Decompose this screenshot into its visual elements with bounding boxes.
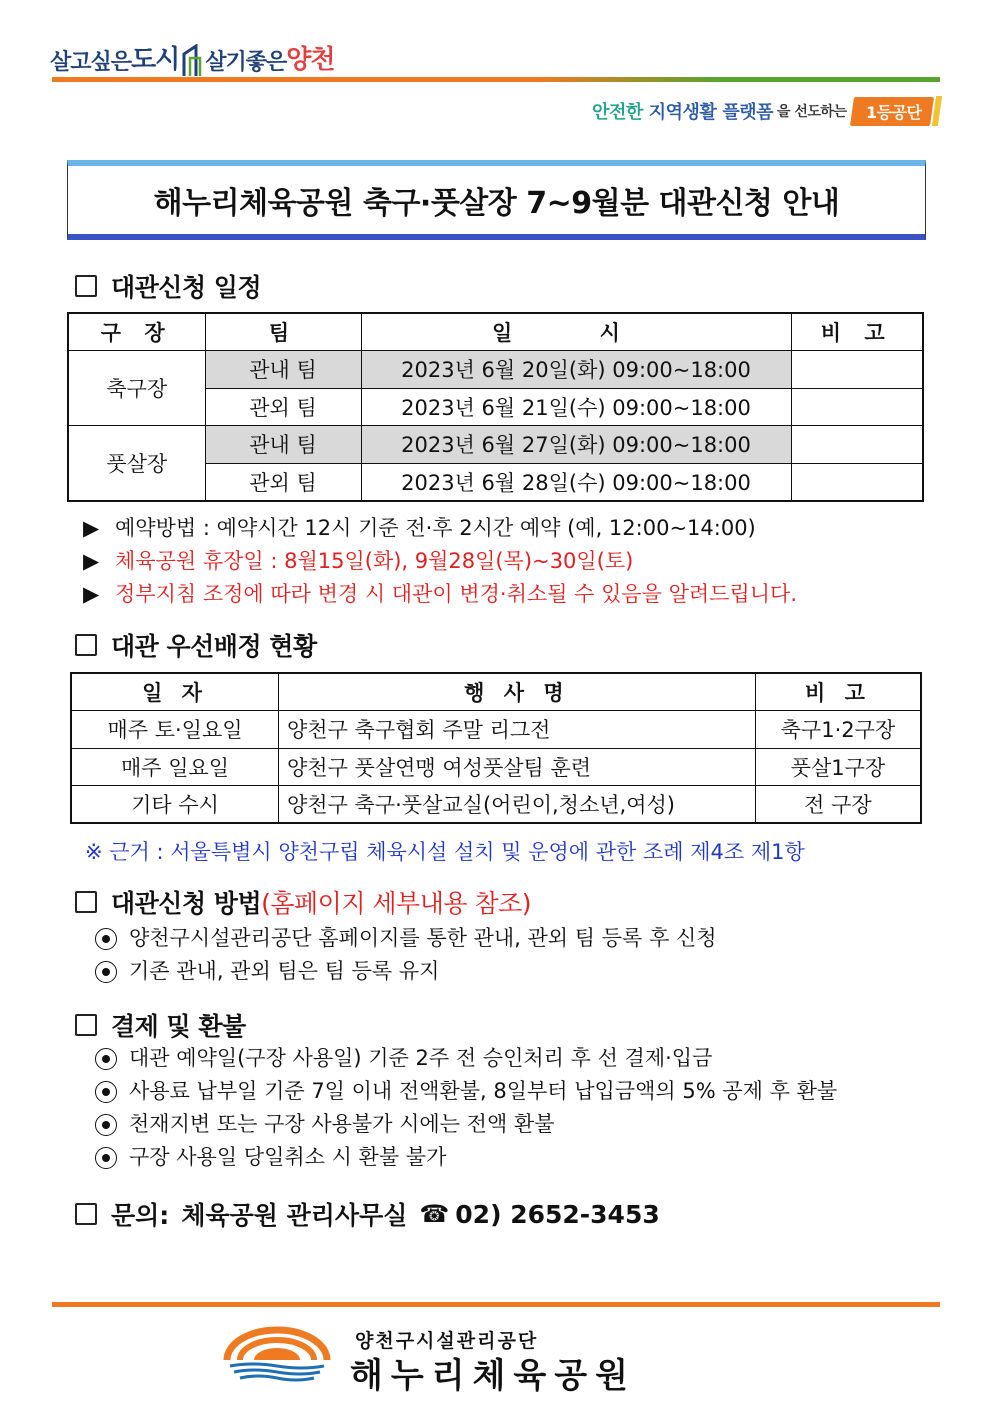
datetime-cell: 2023년 6월 20일(화) 09:00~18:00: [361, 351, 791, 389]
col-header: 일 시: [361, 313, 791, 351]
slogan-word-3: 플랫폼: [722, 102, 773, 123]
section-method-heading: [75, 884, 531, 920]
event-cell: 양천구 축구·풋살교실(어린이,청소년,여성): [279, 786, 756, 824]
slogan-badge-label: 1등공단: [866, 102, 922, 122]
note-cell: [791, 351, 923, 389]
priority-table: [70, 672, 922, 824]
badge-accent: [932, 96, 942, 126]
page-title: 해누리체육공원 축구·풋살장 7~9월분 대관신청 안내: [153, 186, 840, 221]
list-item: [95, 1042, 837, 1075]
circle-bullet-icon: [95, 1081, 117, 1103]
triangle-bullet-icon: ▶: [83, 549, 100, 573]
contact-line: [75, 1196, 660, 1232]
footer-divider: [52, 1302, 940, 1307]
list-item-text: 기존 관내, 관외 팀은 팀 등록 유지: [129, 959, 440, 983]
note-cell: [791, 463, 923, 501]
datetime-cell: 2023년 6월 27일(화) 09:00~18:00: [361, 426, 791, 464]
datetime-cell: 2023년 6월 28일(수) 09:00~18:00: [361, 463, 791, 501]
section-title: 결제 및 환불: [111, 1012, 246, 1041]
col-header: 비 고: [755, 673, 921, 711]
date-cell: 매주 일요일: [71, 748, 279, 786]
top-logo: [50, 40, 335, 76]
note-cell: [791, 426, 923, 464]
col-header: 일 자: [71, 673, 279, 711]
note-item: [83, 512, 797, 545]
note-cell: 전 구장: [755, 786, 921, 824]
circle-bullet-icon: [95, 961, 117, 983]
schedule-notes: [83, 512, 797, 611]
section-title: 대관신청 일정: [111, 273, 262, 302]
section-title-note: (홈페이지 세부내용 참조): [261, 889, 532, 918]
schedule-table: [67, 312, 924, 502]
event-cell: 양천구 축구협회 주말 리그전: [279, 711, 756, 749]
team-cell: 관내 팀: [205, 426, 361, 464]
logo-text-3: 살기좋은: [205, 50, 287, 75]
section-schedule-heading: [75, 268, 261, 304]
col-header: 팀: [205, 313, 361, 351]
contact-label: 문의:: [111, 1201, 170, 1230]
footer-org-name: 양천구시설관리공단: [355, 1330, 539, 1352]
note-item: [83, 578, 797, 611]
table-header-row: [71, 673, 921, 711]
contact-office: 체육공원 관리사무실: [181, 1201, 408, 1230]
section-title: 대관신청 방법: [111, 889, 262, 918]
list-item: [95, 955, 717, 988]
circle-bullet-icon: [95, 1048, 117, 1070]
circle-bullet-icon: [95, 1147, 117, 1169]
note-text: 체육공원 휴장일 : 8월15일(화), 9월28일(목)~30일(토): [115, 549, 634, 573]
slogan-word-4: 을 선도하는: [776, 104, 847, 120]
checkbox-icon: [75, 891, 97, 913]
table-header-row: [68, 313, 923, 351]
table-row: [71, 786, 921, 824]
logo-text-1: 살고싶은: [50, 50, 132, 75]
logo-text-4: 양천: [286, 45, 335, 75]
list-item-text: 구장 사용일 당일취소 시 환불 불가: [129, 1145, 447, 1169]
header-divider: [52, 77, 940, 82]
list-item: [95, 1141, 837, 1174]
col-header: 구 장: [68, 313, 205, 351]
contact-phone: 02) 2652-3453: [455, 1199, 660, 1229]
event-cell: 양천구 풋살연맹 여성풋살팀 훈련: [279, 748, 756, 786]
venue-cell: 축구장: [68, 351, 205, 426]
team-cell: 관외 팀: [205, 463, 361, 501]
slogan: [592, 96, 940, 126]
note-cell: 풋살1구장: [755, 748, 921, 786]
section-payment-heading: [75, 1007, 246, 1043]
payment-list: [95, 1042, 837, 1174]
note-cell: 축구1·2구장: [755, 711, 921, 749]
date-cell: 매주 토·일요일: [71, 711, 279, 749]
section-priority-heading: [75, 627, 317, 663]
building-icon: [182, 44, 202, 76]
note-text: 정부지침 조정에 따라 변경 시 대관이 변경·취소될 수 있음을 알려드립니다.: [115, 582, 798, 606]
checkbox-icon: [75, 1014, 97, 1036]
list-item: [95, 1075, 837, 1108]
checkbox-icon: [75, 275, 97, 297]
list-item: [95, 1108, 837, 1141]
slogan-badge: [850, 97, 934, 126]
list-item: [95, 922, 717, 955]
table-row: [71, 711, 921, 749]
title-box: [67, 160, 926, 240]
triangle-bullet-icon: ▶: [83, 582, 100, 606]
slogan-word-1: 안전한: [592, 102, 643, 123]
date-cell: 기타 수시: [71, 786, 279, 824]
phone-icon: ☎: [419, 1200, 450, 1228]
col-header: 비 고: [791, 313, 923, 351]
table-row: [71, 748, 921, 786]
sun-wave-emblem-icon: [222, 1326, 332, 1386]
list-item-text: 양천구시설관리공단 홈페이지를 통한 관내, 관외 팀 등록 후 신청: [129, 926, 717, 950]
triangle-bullet-icon: ▶: [83, 516, 100, 540]
team-cell: 관외 팀: [205, 388, 361, 426]
circle-bullet-icon: [95, 1114, 117, 1136]
footer-park-name: 해누리체육공원: [350, 1356, 636, 1396]
datetime-cell: 2023년 6월 21일(수) 09:00~18:00: [361, 388, 791, 426]
venue-cell: 풋살장: [68, 426, 205, 501]
team-cell: 관내 팀: [205, 351, 361, 389]
checkbox-icon: [75, 634, 97, 656]
list-item-text: 사용료 납부일 기준 7일 이내 전액환불, 8일부터 납입금액의 5% 공제 후 환불: [129, 1079, 838, 1103]
list-item-text: 대관 예약일(구장 사용일) 기준 2주 전 승인처리 후 선 결제·입금: [129, 1046, 713, 1070]
note-text: 예약방법 : 예약시간 12시 기준 전·후 2시간 예약 (예, 12:00~14:00): [115, 516, 756, 540]
logo-text-2: 도시: [131, 45, 180, 75]
slogan-word-2: 지역생활: [648, 102, 717, 123]
note-cell: [791, 388, 923, 426]
checkbox-icon: [75, 1203, 97, 1225]
section-title: 대관 우선배정 현황: [111, 632, 317, 661]
circle-bullet-icon: [95, 928, 117, 950]
method-list: [95, 922, 717, 988]
legal-basis: ※ 근거 : 서울특별시 양천구립 체육시설 설치 및 운영에 관한 조례 제4조 제1항: [85, 840, 805, 864]
note-item: [83, 545, 797, 578]
table-row: [68, 351, 923, 389]
list-item-text: 천재지변 또는 구장 사용불가 시에는 전액 환불: [129, 1112, 555, 1136]
table-row: [68, 426, 923, 464]
footer-logo: [222, 1322, 770, 1396]
col-header: 행 사 명: [279, 673, 756, 711]
